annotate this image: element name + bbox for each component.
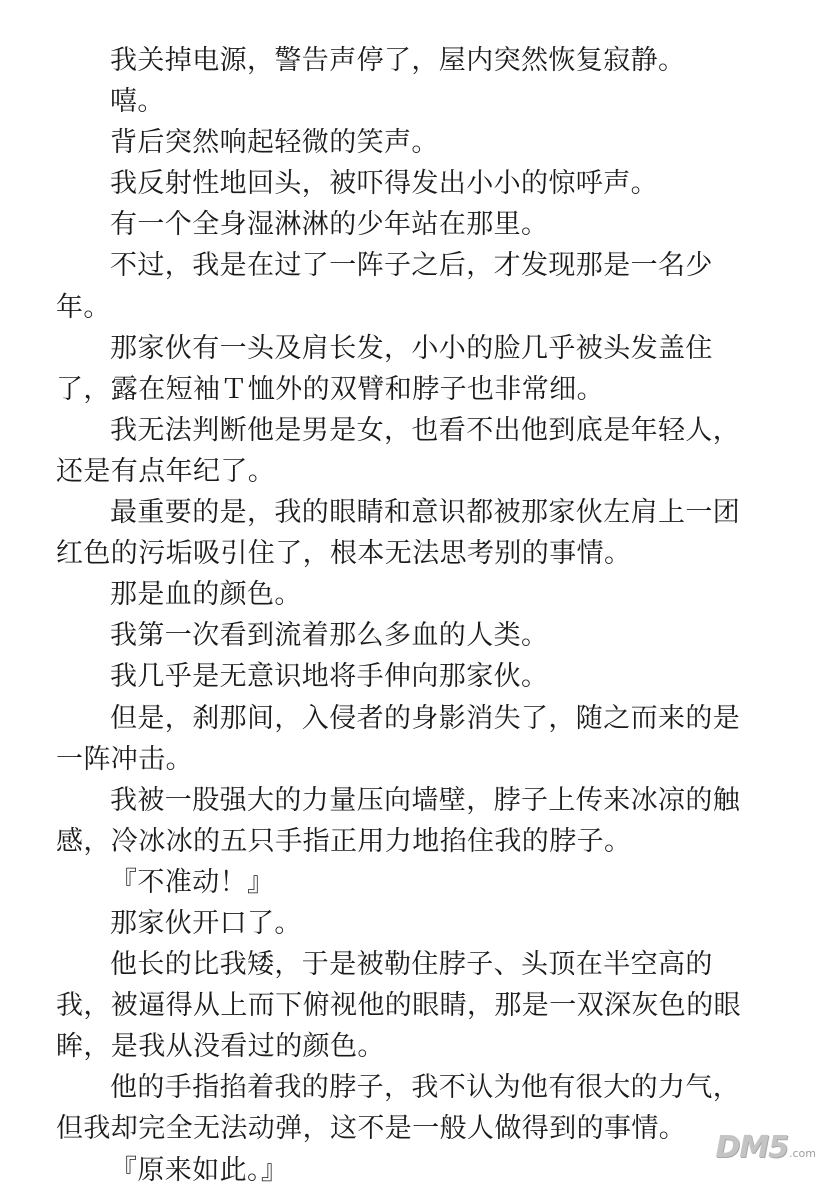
paragraph-7: 那家伙有一头及肩长发，小小的脸几乎被头发盖住了，露在短袖Ｔ恤外的双臂和脖子也非常细。 xyxy=(56,332,713,405)
paragraph-11: 我第一次看到流着那么多血的人类。 xyxy=(110,620,549,652)
paragraph-3: 背后突然响起轻微的笑声。 xyxy=(110,127,439,159)
paragraph-14: 我被一股强大的力量压向墙壁，脖子上传来冰凉的触感，冷冰冰的五只手指正用力地掐住我的脖子。 xyxy=(56,784,741,857)
paragraph-10: 那是血的颜色。 xyxy=(110,579,302,611)
paragraph-18: 他的手指掐着我的脖子，我不认为他有很大的力气，但我却完全无法动弹，这不是一般人做得到的事情。 xyxy=(56,1072,741,1145)
novel-text xyxy=(56,40,756,1191)
paragraph-5: 有一个全身湿淋淋的少年站在那里。 xyxy=(110,209,549,241)
paragraph-4: 我反射性地回头，被吓得发出小小的惊呼声。 xyxy=(110,168,658,200)
paragraph-2: 嘻。 xyxy=(110,86,165,118)
paragraph-6: 不过，我是在过了一阵子之后，才发现那是一名少年。 xyxy=(56,250,713,323)
paragraph-16: 那家伙开口了。 xyxy=(110,907,302,939)
paragraph-12: 我几乎是无意识地将手伸向那家伙。 xyxy=(110,661,549,693)
paragraph-17: 他长的比我矮，于是被勒住脖子、头顶在半空高的我，被逼得从上而下俯视他的眼睛，那是一双深灰色的眼眸，是我从没看过的颜色。 xyxy=(56,949,741,1063)
watermark-main: DM5 xyxy=(715,1130,788,1165)
dm5-watermark-logo xyxy=(696,1127,816,1163)
paragraph-9: 最重要的是，我的眼睛和意识都被那家伙左肩上一团红色的污垢吸引住了，根本无法思考别的事情。 xyxy=(56,497,741,570)
paragraph-13: 但是，刹那间，入侵者的身影消失了，随之而来的是一阵冲击。 xyxy=(56,702,741,775)
paragraph-19: 『原来如此。』 xyxy=(110,1154,289,1186)
paragraph-15: 『不准动！』 xyxy=(110,866,275,898)
watermark-sub: .com xyxy=(789,1147,816,1160)
paragraph-1: 我关掉电源，警告声停了，屋内突然恢复寂静。 xyxy=(110,45,686,76)
paragraph-8: 我无法判断他是男是女，也看不出他到底是年轻人，还是有点年纪了。 xyxy=(56,414,741,487)
